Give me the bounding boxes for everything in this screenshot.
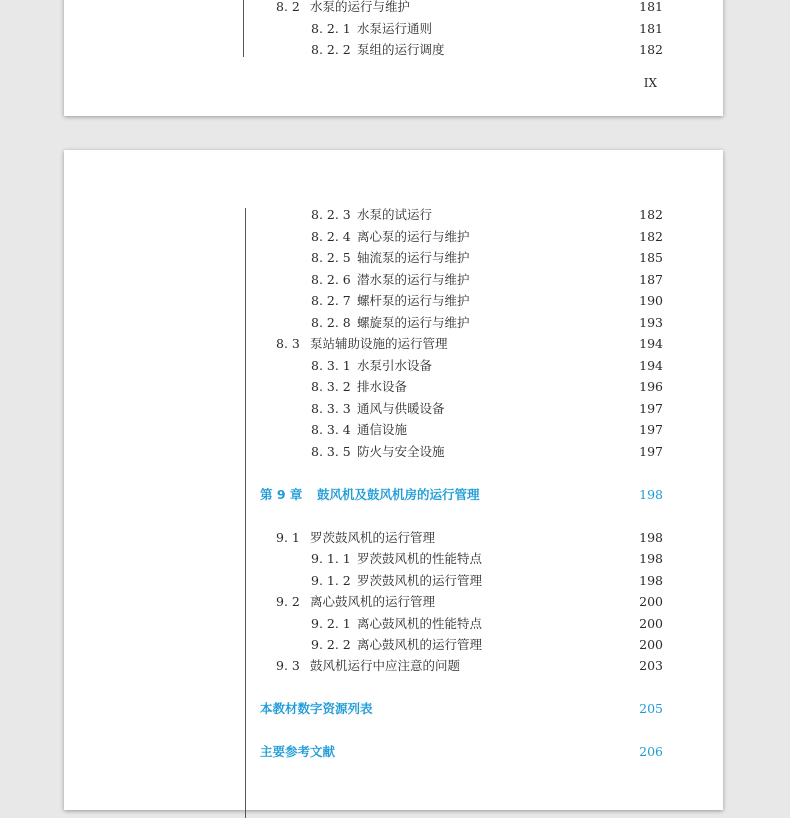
toc-title: 泵站辅助设施的运行管理 (310, 336, 448, 351)
toc-title: 罗茨鼓风机的运行管理 (357, 573, 483, 588)
toc-number: 8. 2. 3 (311, 206, 351, 222)
toc-entry[interactable] (311, 634, 663, 654)
toc-leader-dots (484, 548, 637, 568)
toc-entry[interactable] (311, 204, 663, 224)
toc-leader-dots (421, 376, 637, 396)
toc-page-number: 197 (639, 400, 663, 416)
toc-chapter-number: 第 9 章 (260, 487, 303, 502)
toc-leader-dots (434, 204, 637, 224)
toc-leader-dots (421, 419, 637, 439)
toc-number: 8. 3. 1 (311, 357, 351, 373)
toc-page-number: 198 (639, 486, 663, 502)
toc-number: 8. 2. 4 (311, 228, 351, 244)
toc-title: 罗茨鼓风机的运行管理 (310, 530, 436, 545)
toc-references[interactable] (260, 741, 663, 761)
toc-leader-dots (472, 226, 638, 246)
toc-title: 排水设备 (357, 379, 408, 394)
toc-page-number: 187 (639, 271, 663, 287)
toc-leader-dots (484, 634, 637, 654)
toc-page-number: 185 (639, 249, 663, 265)
toc-page-number: 181 (639, 20, 663, 36)
toc-leader-dots (437, 591, 637, 611)
toc-number: 9. 3 (276, 657, 300, 673)
toc-leader-dots (484, 570, 637, 590)
toc-title: 轴流泵的运行与维护 (357, 250, 470, 265)
toc-page-number: 203 (639, 657, 663, 673)
toc-page-number: 182 (639, 41, 663, 57)
toc-number: 8. 2. 8 (311, 314, 351, 330)
toc-entry[interactable] (311, 269, 663, 289)
toc-page-number: 182 (639, 206, 663, 222)
toc-entry[interactable] (311, 39, 663, 59)
toc-page-number: 200 (639, 615, 663, 631)
toc-entry[interactable] (311, 613, 663, 633)
toc-leader-dots (345, 741, 637, 761)
toc-page-number: 206 (639, 743, 663, 759)
toc-leader-dots (434, 18, 637, 38)
toc-title: 离心鼓风机的运行管理 (357, 637, 483, 652)
toc-leader-dots (472, 269, 638, 289)
toc-number: 8. 2. 5 (311, 249, 351, 265)
toc-entry[interactable] (311, 226, 663, 246)
toc-title: 通风与供暖设备 (357, 401, 445, 416)
toc-title: 鼓风机运行中应注意的问题 (310, 658, 461, 673)
toc-title: 通信设施 (357, 422, 408, 437)
toc-entry[interactable] (311, 18, 663, 38)
toc-entry[interactable] (311, 398, 663, 418)
toc-vertical-rule (243, 0, 244, 57)
toc-leader-dots (462, 655, 637, 675)
toc-chapter-title: 鼓风机及鼓风机房的运行管理 (317, 487, 480, 502)
toc-leader-dots (434, 355, 637, 375)
toc-number: 8. 2. 7 (311, 292, 351, 308)
toc-number: 9. 2 (276, 593, 300, 609)
toc-leader-dots (447, 441, 638, 461)
toc-title: 罗茨鼓风机的性能特点 (357, 551, 483, 566)
toc-vertical-rule (245, 208, 246, 818)
toc-title: 离心鼓风机的性能特点 (357, 616, 483, 631)
toc-title: 水泵的运行与维护 (310, 0, 411, 14)
toc-title: 螺旋泵的运行与维护 (357, 315, 470, 330)
toc-entry[interactable] (311, 290, 663, 310)
toc-entry[interactable] (276, 0, 663, 16)
toc-leader-dots (447, 39, 638, 59)
toc-page-number: 190 (639, 292, 663, 308)
toc-leader-dots (472, 247, 638, 267)
toc-number: 8. 3. 4 (311, 421, 351, 437)
toc-leader-dots (472, 312, 638, 332)
toc-entry[interactable] (311, 441, 663, 461)
toc-leader-dots (437, 527, 637, 547)
toc-page-number: 193 (639, 314, 663, 330)
toc-page-top (64, 0, 723, 116)
toc-number: 8. 3. 5 (311, 443, 351, 459)
toc-leader-dots (482, 484, 638, 504)
toc-entry[interactable] (311, 312, 663, 332)
toc-page-number: 197 (639, 443, 663, 459)
toc-number: 9. 1. 1 (311, 550, 351, 566)
toc-title: 水泵引水设备 (357, 358, 433, 373)
toc-title: 泵组的运行调度 (357, 42, 445, 57)
toc-chapter-title: 主要参考文献 (260, 744, 336, 759)
toc-page-number: 197 (639, 421, 663, 437)
toc-number: 8. 2. 6 (311, 271, 351, 287)
toc-entry[interactable] (276, 527, 663, 547)
toc-number: 8. 3 (276, 335, 300, 351)
toc-title: 潜水泵的运行与维护 (357, 272, 470, 287)
toc-entry[interactable] (276, 655, 663, 675)
page-number-roman: IX (643, 76, 657, 90)
toc-number: 9. 2. 1 (311, 615, 351, 631)
toc-entry[interactable] (311, 419, 663, 439)
toc-title: 水泵运行通则 (357, 21, 433, 36)
toc-page-number: 196 (639, 378, 663, 394)
toc-number: 8. 2 (276, 0, 300, 14)
toc-page-number: 182 (639, 228, 663, 244)
toc-entry[interactable] (311, 548, 663, 568)
toc-number: 9. 2. 2 (311, 636, 351, 652)
toc-leader-dots (447, 398, 638, 418)
toc-chapter-9[interactable] (260, 484, 663, 504)
toc-number: 8. 3. 3 (311, 400, 351, 416)
toc-page-number: 200 (639, 593, 663, 609)
toc-title: 水泵的试运行 (357, 207, 433, 222)
toc-entry[interactable] (311, 247, 663, 267)
toc-number: 8. 2. 2 (311, 41, 351, 57)
toc-chapter-title: 本教材数字资源列表 (260, 701, 373, 716)
toc-number: 9. 1 (276, 529, 300, 545)
toc-number: 8. 3. 2 (311, 378, 351, 394)
toc-page-number: 194 (639, 335, 663, 351)
toc-entry[interactable] (311, 355, 663, 375)
toc-leader-dots (450, 333, 638, 353)
toc-page-number: 205 (639, 700, 663, 716)
toc-number: 8. 2. 1 (311, 20, 351, 36)
toc-page-number: 198 (639, 550, 663, 566)
toc-page-number: 194 (639, 357, 663, 373)
toc-title: 防火与安全设施 (357, 444, 445, 459)
toc-title: 离心鼓风机的运行管理 (310, 594, 436, 609)
toc-entry[interactable] (311, 570, 663, 590)
toc-entry[interactable] (276, 333, 663, 353)
toc-title: 离心泵的运行与维护 (357, 229, 470, 244)
toc-leader-dots (412, 0, 637, 16)
toc-entry[interactable] (311, 376, 663, 396)
toc-number: 9. 1. 2 (311, 572, 351, 588)
toc-digital-resources[interactable] (260, 698, 663, 718)
toc-entry[interactable] (276, 591, 663, 611)
toc-page-number: 181 (639, 0, 663, 14)
toc-leader-dots (383, 698, 638, 718)
toc-page-number: 198 (639, 529, 663, 545)
toc-page-number: 200 (639, 636, 663, 652)
toc-page-bottom (64, 150, 723, 810)
toc-page-number: 198 (639, 572, 663, 588)
toc-title: 螺杆泵的运行与维护 (357, 293, 470, 308)
toc-leader-dots (472, 290, 638, 310)
toc-leader-dots (484, 613, 637, 633)
